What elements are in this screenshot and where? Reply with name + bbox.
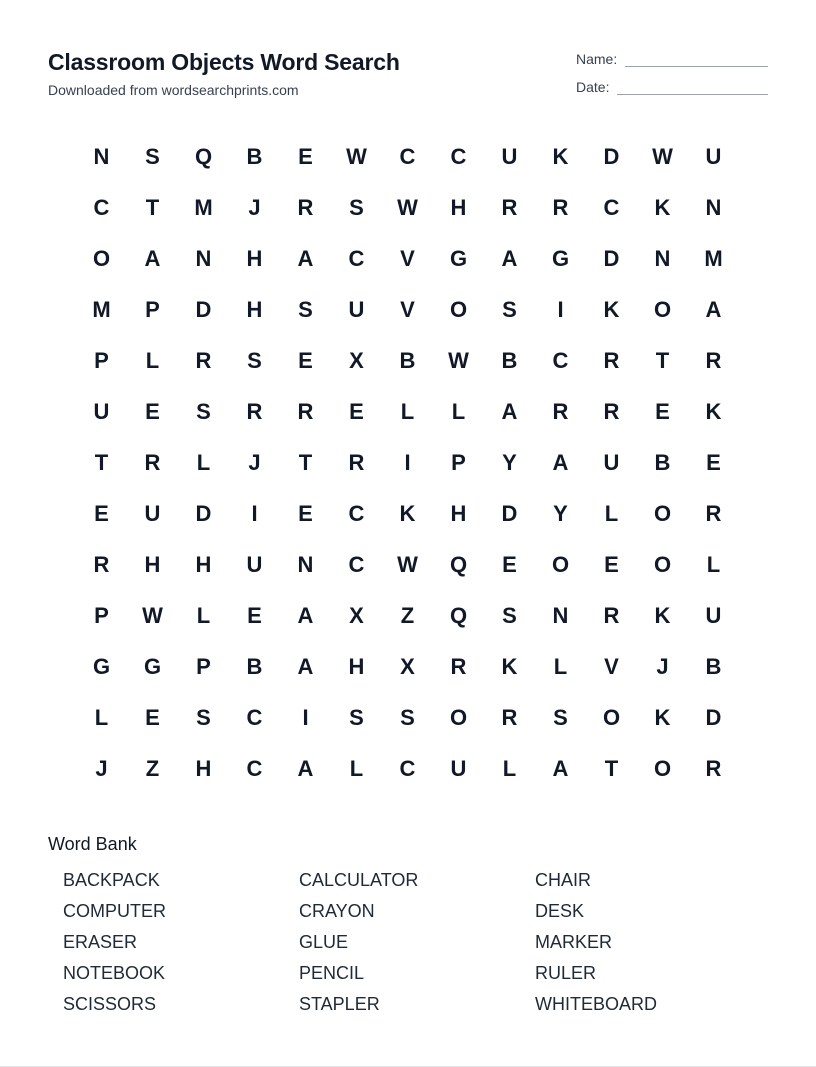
grid-letter: Y [553,500,568,526]
date-field [576,77,768,95]
grid-letter: N [195,245,212,271]
grid-letter: O [449,704,468,730]
grid-letter: O [92,245,111,271]
worksheet-title: Classroom Objects Word Search [48,49,400,75]
grid-letter: C [246,704,263,730]
grid-letter: W [397,551,418,577]
grid-letter: E [298,500,313,526]
grid-letter: U [603,449,620,475]
grid-letter: P [196,653,211,679]
grid-letter: P [145,296,160,322]
grid-letter: A [144,245,161,271]
grid-letter: X [349,347,364,373]
grid-letter: B [501,347,518,373]
grid-letter: G [143,653,162,679]
grid-letter: R [501,704,518,730]
grid-letter: P [94,347,109,373]
grid-letter: M [704,245,723,271]
grid-letter: Z [400,602,415,628]
grid-letter: V [400,296,415,322]
grid-letter: S [502,296,517,322]
grid-letter: C [603,194,620,220]
grid-letter: U [705,602,722,628]
grid-letter: C [348,500,365,526]
word-bank-item: DESK [535,901,585,921]
grid-letter: S [247,347,262,373]
grid-letter: N [705,194,722,220]
grid-letter: R [501,194,518,220]
grid-letter: Q [194,143,213,169]
grid-letter: S [400,704,415,730]
grid-letter: R [297,398,314,424]
grid-letter: G [92,653,111,679]
grid-letter: W [346,143,367,169]
name-field [576,49,768,67]
word-bank-item: PENCIL [299,963,365,983]
grid-letter: J [656,653,669,679]
grid-letter: R [552,398,569,424]
grid-letter: D [603,143,620,169]
grid-letter: S [349,704,364,730]
grid-letter: A [552,449,569,475]
grid-letter: E [604,551,619,577]
grid-letter: R [297,194,314,220]
grid-letter: P [94,602,109,628]
grid-letter: E [298,143,313,169]
grid-letter: B [654,449,671,475]
grid-letter: U [246,551,263,577]
grid-letter: X [400,653,415,679]
grid-letter: A [297,755,314,781]
grid-letter: R [195,347,212,373]
grid-letter: E [655,398,670,424]
grid-letter: W [652,143,673,169]
grid-letter: E [298,347,313,373]
grid-letter: R [348,449,365,475]
grid-letter: H [450,500,467,526]
grid-letter: R [450,653,467,679]
grid-letter: E [502,551,517,577]
date-line [617,81,768,95]
grid-letter: S [298,296,313,322]
grid-letter: R [603,398,620,424]
grid-letter: R [93,551,110,577]
word-bank-item: STAPLER [299,994,380,1014]
grid-letter: A [501,398,518,424]
grid-letter: L [400,398,415,424]
grid-letter: B [705,653,722,679]
grid-letter: J [95,755,108,781]
grid-letter: G [449,245,468,271]
letter-grid [76,131,740,794]
word-bank-title: Word Bank [48,834,137,854]
grid-letter: T [655,347,670,373]
grid-letter: K [399,500,416,526]
grid-letter: M [92,296,111,322]
grid-letter: O [602,704,621,730]
grid-letter: R [144,449,161,475]
grid-letter: H [246,296,263,322]
grid-letter: H [246,245,263,271]
name-label: Name: [576,51,618,67]
grid-letter: Y [502,449,517,475]
grid-letter: T [298,449,313,475]
grid-letter: C [348,245,365,271]
grid-letter: I [404,449,411,475]
grid-letter: A [297,653,314,679]
grid-letter: E [94,500,109,526]
word-bank-item: CRAYON [299,901,375,921]
grid-letter: A [552,755,569,781]
word-bank-item: RULER [535,963,597,983]
grid-letter: H [195,755,212,781]
grid-letter: H [450,194,467,220]
grid-letter: D [501,500,518,526]
grid-letter: T [94,449,109,475]
grid-letter: C [399,143,416,169]
grid-letter: K [501,653,518,679]
grid-letter: N [93,143,110,169]
grid-letter: X [349,602,364,628]
grid-letter: S [145,143,160,169]
grid-letter: U [144,500,161,526]
grid-letter: K [654,602,671,628]
grid-letter: L [196,602,211,628]
word-bank-item: BACKPACK [63,870,160,890]
grid-letter: N [552,602,569,628]
grid-letter: O [551,551,570,577]
grid-letter: B [246,143,263,169]
grid-letter: D [705,704,722,730]
grid-letter: Z [145,755,160,781]
grid-letter: O [653,551,672,577]
grid-letter: D [195,500,212,526]
grid-letter: J [248,449,261,475]
grid-letter: U [348,296,365,322]
grid-letter: S [349,194,364,220]
grid-letter: K [654,704,671,730]
grid-letter: C [399,755,416,781]
word-bank-item: MARKER [535,932,613,952]
grid-letter: C [93,194,110,220]
grid-letter: E [349,398,364,424]
grid-letter: U [93,398,110,424]
grid-letter: W [448,347,469,373]
grid-letter: L [451,398,466,424]
date-label: Date: [576,79,610,95]
word-bank-item: ERASER [63,932,138,952]
worksheet-source: Downloaded from wordsearchprints.com [48,82,299,98]
word-bank-item: GLUE [299,932,349,952]
grid-letter: L [196,449,211,475]
grid-letter: B [399,347,416,373]
grid-letter: N [297,551,314,577]
grid-letter: H [144,551,161,577]
grid-letter: M [194,194,213,220]
grid-letter: L [553,653,568,679]
grid-letter: W [397,194,418,220]
grid-letter: L [94,704,109,730]
grid-letter: H [348,653,365,679]
grid-letter: P [451,449,466,475]
grid-letter: R [603,347,620,373]
grid-letter: R [603,602,620,628]
grid-letter: A [501,245,518,271]
grid-letter: Q [449,602,468,628]
grid-letter: K [705,398,722,424]
grid-letter: S [553,704,568,730]
grid-letter: O [653,500,672,526]
grid-letter: L [145,347,160,373]
grid-letter: B [246,653,263,679]
grid-letter: R [705,347,722,373]
grid-letter: E [145,704,160,730]
grid-letter: V [604,653,619,679]
grid-letter: O [653,755,672,781]
word-bank-item: NOTEBOOK [63,963,166,983]
grid-letter: S [196,398,211,424]
grid-letter: O [653,296,672,322]
grid-letter: K [654,194,671,220]
word-bank-item: WHITEBOARD [535,994,658,1014]
grid-letter: A [297,245,314,271]
grid-letter: E [247,602,262,628]
grid-letter: W [142,602,163,628]
grid-letter: D [195,296,212,322]
grid-letter: H [195,551,212,577]
grid-letter: R [705,755,722,781]
grid-letter: D [603,245,620,271]
grid-letter: U [501,143,518,169]
grid-letter: I [557,296,564,322]
grid-letter: E [145,398,160,424]
grid-letter: A [297,602,314,628]
word-bank-item: CHAIR [535,870,592,890]
grid-letter: E [706,449,721,475]
grid-letter: L [604,500,619,526]
name-line [625,53,768,67]
word-bank-item: COMPUTER [63,901,166,921]
grid-letter: S [502,602,517,628]
grid-letter: S [196,704,211,730]
grid-letter: V [400,245,415,271]
grid-letter: K [552,143,569,169]
grid-letter: R [552,194,569,220]
word-bank [63,869,773,1024]
grid-letter: N [654,245,671,271]
grid-letter: C [246,755,263,781]
grid-letter: U [450,755,467,781]
grid-letter: G [551,245,570,271]
grid-letter: L [502,755,517,781]
grid-letter: Q [449,551,468,577]
grid-letter: I [251,500,258,526]
grid-letter: L [706,551,721,577]
grid-letter: O [449,296,468,322]
grid-letter: J [248,194,261,220]
word-bank-item: CALCULATOR [299,870,419,890]
grid-letter: L [349,755,364,781]
grid-letter: U [705,143,722,169]
word-bank-item: SCISSORS [63,994,157,1014]
grid-letter: K [603,296,620,322]
grid-letter: C [348,551,365,577]
grid-letter: R [246,398,263,424]
grid-letter: R [705,500,722,526]
grid-letter: C [552,347,569,373]
grid-letter: I [302,704,309,730]
grid-letter: C [450,143,467,169]
grid-letter: T [145,194,160,220]
grid-letter: A [705,296,722,322]
grid-letter: T [604,755,619,781]
